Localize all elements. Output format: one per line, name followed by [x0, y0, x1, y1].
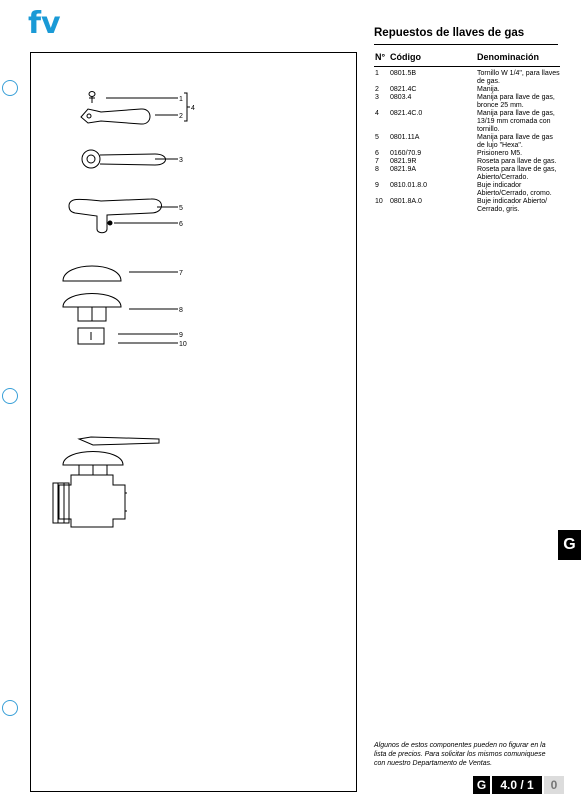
table-row — [374, 158, 560, 166]
part-number: 7 — [375, 158, 379, 165]
part-number: 4 — [375, 110, 379, 117]
exploded-parts-drawing — [31, 53, 358, 793]
rosette-part-7 — [63, 266, 121, 281]
part-description: Manija para llave de gas de lujo "Hexa". — [477, 134, 553, 149]
callout-6: 6 — [179, 221, 183, 228]
handle-part-3 — [82, 150, 166, 168]
callout-8: 8 — [179, 307, 183, 314]
table-row — [374, 182, 560, 198]
section-tab: G — [558, 530, 581, 560]
part-number: 5 — [375, 134, 379, 141]
part-number: 10 — [375, 198, 383, 205]
bushing-part-9 — [78, 328, 104, 344]
header-code: Código — [390, 52, 421, 62]
callout-7: 7 — [179, 270, 183, 277]
callout-3: 3 — [179, 157, 183, 164]
part-code: 0160/70.9 — [390, 150, 422, 157]
badge-page-number: 4.0 / 1 — [492, 776, 542, 794]
binder-hole — [2, 80, 18, 96]
binder-hole — [2, 388, 18, 404]
table-header — [374, 53, 560, 65]
header-num: N° — [375, 52, 386, 62]
binder-hole — [2, 700, 18, 716]
parts-table — [374, 53, 560, 214]
header-rule — [374, 66, 560, 67]
availability-note: Algunos de estos componentes pueden no figurar en la lista de precios. Para solicitar los mismos comuniquese con nuestro Departamento de Ventas. — [374, 742, 546, 767]
badge-section: G — [473, 776, 490, 794]
parts-figure — [30, 52, 357, 792]
part-code: 0801.11A — [390, 134, 420, 141]
title-rule — [374, 44, 558, 45]
table-row — [374, 110, 560, 134]
part-code: 0803.4 — [390, 94, 412, 101]
part-description: Manija. — [477, 86, 500, 93]
brand-logo — [28, 6, 68, 38]
table-row — [374, 94, 560, 110]
part-description: Buje indicador Abierto/Cerrado, cromo. — [477, 182, 552, 197]
screw-part — [89, 92, 95, 104]
table-row — [374, 70, 560, 86]
set-screw-part — [108, 221, 112, 225]
callout-1: 1 — [179, 96, 183, 103]
callout-2: 2 — [179, 113, 183, 120]
table-row — [374, 166, 560, 182]
table-body — [374, 70, 560, 214]
part-description: Tornillo W 1/4", para llaves de gas. — [477, 70, 560, 85]
part-description: Prisionero M5. — [477, 150, 523, 157]
page-title: Repuestos de llaves de gas — [374, 27, 525, 39]
part-description: Manija para llave de gas, 13/19 mm cromada con tornillo. — [477, 110, 555, 133]
lever-handle-part-5 — [69, 199, 162, 233]
part-number: 3 — [375, 94, 379, 101]
part-code: 0810.01.8.0 — [390, 182, 427, 189]
part-number: 6 — [375, 150, 379, 157]
callout-9: 9 — [179, 332, 183, 339]
badge-revision: 0 — [544, 776, 564, 794]
part-description: Roseta para llave de gas, Abierto/Cerrado. — [477, 166, 557, 181]
table-row — [374, 86, 560, 94]
callout-10: 10 — [179, 341, 187, 348]
callout-5: 5 — [179, 205, 183, 212]
part-number: 9 — [375, 182, 379, 189]
part-number: 2 — [375, 86, 379, 93]
part-code: 0821.4C.0 — [390, 110, 423, 117]
part-code: 0821.9A — [390, 166, 417, 173]
table-row — [374, 198, 560, 214]
part-number: 8 — [375, 166, 379, 173]
bracket — [184, 93, 190, 121]
table-row — [374, 150, 560, 158]
part-code: 0821.4C — [390, 86, 417, 93]
assembled-gas-valve — [53, 437, 159, 527]
rosette-part-8 — [63, 294, 121, 322]
header-desc: Denominación — [477, 52, 540, 62]
table-row — [374, 134, 560, 150]
page-badge — [473, 776, 564, 794]
part-description: Roseta para llave de gas. — [477, 158, 557, 165]
callout-4: 4 — [191, 105, 195, 112]
part-code: 0801.5B — [390, 70, 417, 77]
part-description: Buje indicador Abierto/ Cerrado, gris. — [477, 198, 548, 213]
part-code: 0801.8A.0 — [390, 198, 422, 205]
handle-part-2 — [81, 109, 150, 124]
part-code: 0821.9R — [390, 158, 417, 165]
part-number: 1 — [375, 70, 379, 77]
logo-text: fv — [28, 6, 61, 38]
part-description: Manija para llave de gas, bronce 25 mm. — [477, 94, 555, 109]
